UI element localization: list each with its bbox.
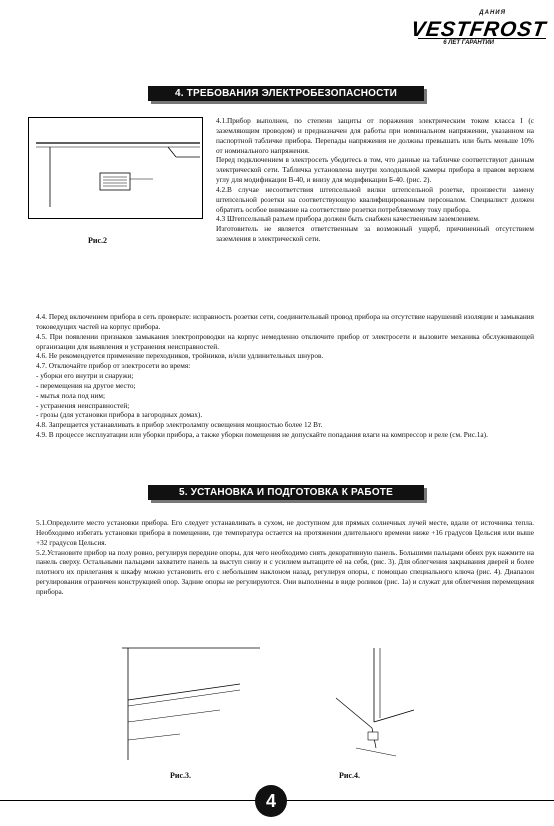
paragraph: Изготовитель не является ответственным за возможный ущерб, причиненный отсутствием заземления в электрической сети. bbox=[216, 224, 534, 244]
figure-3-caption: Рис.3. bbox=[170, 771, 192, 780]
figure-2-caption: Рис.2 bbox=[88, 236, 108, 245]
section-4-items bbox=[36, 312, 534, 440]
brand-country: ДАНИЯ bbox=[479, 10, 506, 16]
page-number: 4 bbox=[255, 785, 287, 817]
section-4-intro bbox=[216, 116, 534, 244]
brand-logo bbox=[381, 10, 548, 46]
list-item: - устранения неисправностей; bbox=[36, 400, 130, 410]
paragraph: 5.1.Определите место установки прибора. Его следует устанавливать в сухом, не доступном для прямых солнечных лучей месте, вдали от источника тепла. Необходимо избегать установки прибора в помещении, где температура остается на протяжении длительного времени ниже +16 градусов Цельсия или выше +32 градусов Цельсия. bbox=[36, 518, 534, 547]
figure-2-illustration bbox=[28, 117, 203, 219]
brand-name: VESTFROST bbox=[409, 18, 548, 41]
section-5-title: 5. УСТАНОВКА И ПОДГОТОВКА К РАБОТЕ bbox=[148, 485, 424, 500]
paragraph: 4.3 Штепсельный разъем прибора должен быть снабжен качественным заземлением. bbox=[216, 214, 480, 224]
brand-underline bbox=[418, 38, 546, 39]
list-item: - уборки его внутри и снаружи; bbox=[36, 371, 134, 381]
paragraph: 5.2.Установите прибор на полу ровно, регулируя передние опоры, для чего необходимо снять декоративную панель. Большими пальцами обеих рук нажмите на панель сверху. Остальными пальцами захватите панель за выступ снизу и с усилием вытащите её на себя, (рис. 3). Для облегчения закрывания дверей и более плотного их прилегания к шкафу можно установить его с небольшим наклоном назад, регулируя опоры, с помощью специального ключа (рис. 4). Диапазон регулирования ограничен конструкцией опор. Задние опоры не регулируются. Они выполнены в виде роликов (рис. 1а) и служат для облегчения перемещения прибора. bbox=[36, 547, 534, 596]
list-item: - перемещения на другое место; bbox=[36, 380, 136, 390]
paragraph: Перед подключением в электросеть убедитесь в том, что данные на табличке соответствуют данным электрической сети. Табличка установлена внутри холодильной камеры прибора в правом верхнем углу для модификации В-40, и внизу для модификации Б-40. (рис. 2). bbox=[216, 155, 534, 185]
list-item: 4.9. В процессе эксплуатации или уборки прибора, а также уборки помещения не допускайте попадания влаги на компрессор и реле (см. Рис.1а). bbox=[36, 430, 488, 440]
brand-warranty: 6 ЛЕТ ГАРАНТИИ bbox=[443, 40, 494, 46]
list-item: - мытья пола под ним; bbox=[36, 390, 105, 400]
figure-4-illustration bbox=[316, 648, 416, 766]
list-item: 4.8. Запрещается устанавливать в прибор электролампу освещения мощностью более 12 Вт. bbox=[36, 420, 323, 430]
list-item: 4.6. Не рекомендуется применение переходников, тройников, и/или удлинительных шнуров. bbox=[36, 351, 324, 361]
paragraph: 4.1.Прибор выполнен, по степени защиты от поражения электрическим током класса I (с заземляющим проводом) и предназначен для работы при номинальном напряжении, указанном на паспортной табличке прибора. Перепады напряжения не должны превышать или быть меньше 10% от номинального напряжения. bbox=[216, 116, 534, 155]
list-item: 4.7. Отключайте прибор от электросети во время: bbox=[36, 361, 191, 371]
figure-3-illustration bbox=[120, 640, 265, 765]
list-item: - грозы (для установки прибора в загородных домах). bbox=[36, 410, 203, 420]
list-item: 4.5. При появлении признаков замыкания электропроводки на корпус немедленно отключите прибор от электросети и вызовите механика обслуживающей организации для выявления и устранения неисправностей. bbox=[36, 331, 534, 351]
figure-4-caption: Рис.4. bbox=[339, 771, 361, 780]
list-item: 4.4. Перед включением прибора в сеть проверьте: исправность розетки сети, соединительный провод прибора на отсутствие нарушений изоляции и замыкания токоведущих частей на корпус прибора. bbox=[36, 312, 534, 331]
paragraph: 4.2.В случае несоответствия штепсельной вилки штепсельной розетке, произвести замену штепсельной розетки на соответствующую квалифицированным персоналом. Специалист должен обратить особое внимание на соответствие розетки потребляемому току прибора. bbox=[216, 184, 534, 214]
section-5-body bbox=[36, 518, 534, 597]
section-4-title: 4. ТРЕБОВАНИЯ ЭЛЕКТРОБЕЗОПАСНОСТИ bbox=[148, 86, 424, 101]
